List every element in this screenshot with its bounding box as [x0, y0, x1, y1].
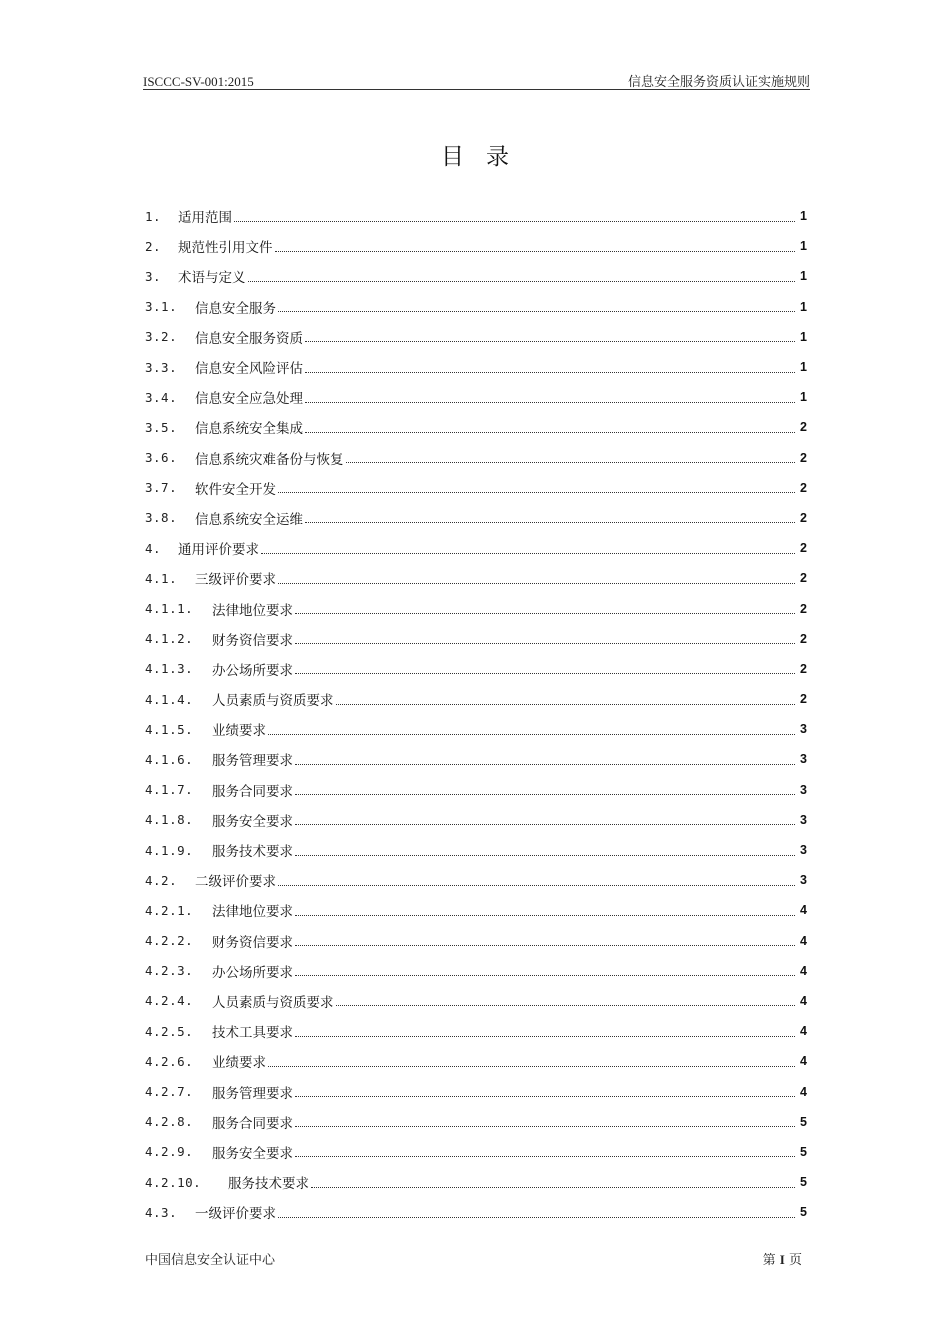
toc-entry[interactable]: [145, 624, 807, 654]
toc-entry[interactable]: [145, 231, 807, 261]
toc-entry[interactable]: [145, 775, 807, 805]
toc-entry-label: 业绩要求: [212, 723, 266, 740]
toc-entry-page: 2: [800, 631, 807, 646]
toc-entry-number: 3.3.: [145, 359, 178, 375]
toc-entry-number: 3.5.: [145, 419, 178, 435]
toc-dot-leader: [275, 251, 796, 252]
toc-entry-page: 3: [800, 843, 807, 858]
toc-entry-page: 2: [800, 571, 807, 586]
toc-entry[interactable]: [145, 1046, 807, 1076]
toc-entry-label: 信息安全应急处理: [195, 391, 303, 408]
toc-dot-leader: [295, 794, 795, 795]
header-doc-title: 信息安全服务资质认证实施规则: [627, 74, 810, 89]
toc-entry-number: 4.1.1.: [145, 601, 194, 617]
toc-entry-label: 信息安全服务: [195, 300, 276, 317]
toc-entry[interactable]: [145, 926, 807, 956]
toc-dot-leader: [295, 764, 795, 765]
table-of-contents: [145, 201, 807, 1227]
toc-dot-leader: [278, 583, 795, 584]
toc-dot-leader: [346, 462, 796, 463]
toc-entry[interactable]: [145, 805, 807, 835]
toc-entry-page: 2: [800, 661, 807, 676]
toc-entry-page: 5: [800, 1175, 807, 1190]
toc-entry-label: 信息安全风险评估: [195, 361, 303, 378]
toc-entry-label: 三级评价要求: [195, 572, 276, 589]
toc-entry-page: 5: [800, 1205, 807, 1220]
toc-entry-page: 5: [800, 1144, 807, 1159]
toc-entry[interactable]: [145, 986, 807, 1016]
toc-entry-number: 4.2.7.: [145, 1084, 194, 1100]
toc-entry-number: 3.1.: [145, 299, 178, 315]
toc-entry-number: 4.1.6.: [145, 751, 194, 767]
toc-entry-number: 4.2.1.: [145, 902, 194, 918]
toc-entry-label: 服务管理要求: [212, 1085, 293, 1102]
toc-entry-page: 2: [800, 480, 807, 495]
toc-dot-leader: [295, 824, 795, 825]
toc-entry-page: 3: [800, 873, 807, 888]
toc-entry-page: 2: [800, 541, 807, 556]
toc-entry[interactable]: [145, 654, 807, 684]
toc-dot-leader: [295, 1096, 795, 1097]
toc-entry[interactable]: [145, 292, 807, 322]
toc-entry-label: 办公场所要求: [212, 964, 293, 981]
toc-entry-label: 通用评价要求: [178, 542, 259, 559]
toc-entry-number: 4.2.9.: [145, 1144, 194, 1160]
toc-entry-number: 4.1.5.: [145, 721, 194, 737]
toc-entry[interactable]: [145, 201, 807, 231]
toc-entry-number: 3.8.: [145, 510, 178, 526]
toc-entry-page: 3: [800, 782, 807, 797]
toc-dot-leader: [295, 915, 795, 916]
page-footer: [145, 1249, 802, 1268]
toc-entry-number: 4.2.6.: [145, 1053, 194, 1069]
toc-entry[interactable]: [145, 533, 807, 563]
toc-entry[interactable]: [145, 443, 807, 473]
toc-entry-page: 1: [800, 329, 807, 344]
toc-entry[interactable]: [145, 563, 807, 593]
toc-dot-leader: [295, 1126, 795, 1127]
toc-entry-page: 2: [800, 420, 807, 435]
toc-dot-leader: [295, 613, 795, 614]
toc-entry-page: 4: [800, 903, 807, 918]
toc-entry-label: 服务管理要求: [212, 753, 293, 770]
toc-entry-label: 一级评价要求: [195, 1206, 276, 1223]
toc-entry-page: 1: [800, 360, 807, 375]
toc-entry-page: 4: [800, 963, 807, 978]
toc-entry[interactable]: [145, 352, 807, 382]
toc-dot-leader: [295, 945, 795, 946]
toc-entry-number: 4.2.5.: [145, 1023, 194, 1039]
toc-dot-leader: [305, 372, 795, 373]
toc-entry-label: 人员素质与资质要求: [212, 693, 334, 710]
toc-entry-number: 2.: [145, 238, 162, 254]
toc-entry-number: 3.2.: [145, 329, 178, 345]
toc-entry-label: 服务技术要求: [212, 844, 293, 861]
toc-entry-label: 规范性引用文件: [178, 240, 273, 257]
toc-entry-page: 5: [800, 1114, 807, 1129]
toc-entry-label: 信息系统安全集成: [195, 421, 303, 438]
toc-entry-page: 1: [800, 209, 807, 224]
header-rule: [143, 89, 810, 90]
toc-entry-number: 4.1.4.: [145, 691, 194, 707]
toc-dot-leader: [268, 1066, 795, 1067]
toc-entry[interactable]: [145, 684, 807, 714]
toc-entry-number: 4.3.: [145, 1204, 178, 1220]
toc-entry[interactable]: [145, 382, 807, 412]
toc-entry-page: 4: [800, 1054, 807, 1069]
toc-dot-leader: [295, 1156, 795, 1157]
toc-dot-leader: [278, 1217, 795, 1218]
toc-entry-page: 1: [800, 299, 807, 314]
toc-entry-number: 3.6.: [145, 450, 178, 466]
footer-organization: 中国信息安全认证中心: [145, 1253, 276, 1268]
toc-dot-leader: [234, 221, 795, 222]
toc-dot-leader: [336, 704, 796, 705]
page-header: [143, 70, 810, 90]
toc-entry[interactable]: [145, 412, 807, 442]
toc-dot-leader: [278, 885, 795, 886]
toc-entry-number: 4.2.8.: [145, 1114, 194, 1130]
toc-entry-page: 1: [800, 269, 807, 284]
toc-entry-label: 软件安全开发: [195, 481, 276, 498]
toc-entry-number: 4.1.3.: [145, 661, 194, 677]
toc-entry-label: 二级评价要求: [195, 874, 276, 891]
header-doc-code: ISCCC-SV-001:2015: [143, 74, 254, 89]
toc-dot-leader: [261, 553, 795, 554]
toc-entry-page: 3: [800, 722, 807, 737]
toc-entry-label: 财务资信要求: [212, 632, 293, 649]
toc-dot-leader: [268, 734, 795, 735]
toc-entry-label: 服务合同要求: [212, 783, 293, 800]
toc-entry-label: 技术工具要求: [212, 1025, 293, 1042]
toc-entry-page: 4: [800, 933, 807, 948]
toc-entry[interactable]: [145, 1016, 807, 1046]
toc-entry-page: 1: [800, 390, 807, 405]
toc-entry-number: 4.1.2.: [145, 631, 194, 647]
toc-entry-number: 4.2.10.: [145, 1174, 202, 1190]
toc-entry-label: 服务安全要求: [212, 1145, 293, 1162]
toc-entry[interactable]: [145, 593, 807, 623]
toc-entry-number: 3.4.: [145, 389, 178, 405]
toc-entry-label: 适用范围: [178, 210, 232, 227]
toc-entry[interactable]: [145, 1167, 807, 1197]
toc-entry[interactable]: [145, 322, 807, 352]
toc-entry[interactable]: [145, 865, 807, 895]
toc-dot-leader: [278, 311, 795, 312]
toc-dot-leader: [305, 402, 795, 403]
toc-entry-page: 2: [800, 601, 807, 616]
toc-entry-label: 办公场所要求: [212, 662, 293, 679]
toc-dot-leader: [305, 341, 795, 342]
toc-entry[interactable]: [145, 714, 807, 744]
toc-entry-page: 4: [800, 993, 807, 1008]
toc-entry-page: 2: [800, 692, 807, 707]
toc-entry-page: 4: [800, 1024, 807, 1039]
toc-entry-label: 服务合同要求: [212, 1115, 293, 1132]
toc-entry-number: 4.2.4.: [145, 993, 194, 1009]
toc-entry-label: 服务安全要求: [212, 813, 293, 830]
toc-entry-label: 服务技术要求: [228, 1176, 309, 1193]
toc-entry[interactable]: [145, 473, 807, 503]
toc-entry-number: 4.1.9.: [145, 842, 194, 858]
toc-dot-leader: [311, 1187, 795, 1188]
toc-entry-page: 4: [800, 1084, 807, 1099]
toc-entry-label: 财务资信要求: [212, 934, 293, 951]
toc-dot-leader: [295, 1036, 795, 1037]
toc-entry[interactable]: [145, 261, 807, 291]
toc-entry-label: 人员素质与资质要求: [212, 994, 334, 1011]
toc-dot-leader: [295, 673, 795, 674]
toc-entry-number: 1.: [145, 208, 162, 224]
toc-entry-number: 4.1.8.: [145, 812, 194, 828]
toc-entry-label: 法律地位要求: [212, 904, 293, 921]
toc-entry-label: 法律地位要求: [212, 602, 293, 619]
toc-entry[interactable]: [145, 895, 807, 925]
toc-entry-label: 信息系统安全运维: [195, 511, 303, 528]
toc-entry[interactable]: [145, 1076, 807, 1106]
toc-entry-number: 4.1.: [145, 570, 178, 586]
toc-entry[interactable]: [145, 1137, 807, 1167]
toc-entry-label: 术语与定义: [178, 270, 246, 287]
toc-entry[interactable]: [145, 1197, 807, 1227]
toc-entry[interactable]: [145, 503, 807, 533]
toc-entry-label: 业绩要求: [212, 1055, 266, 1072]
toc-entry-number: 4.2.: [145, 872, 178, 888]
toc-entry-number: 4.2.3.: [145, 963, 194, 979]
toc-dot-leader: [295, 855, 795, 856]
toc-entry[interactable]: [145, 956, 807, 986]
toc-entry-label: 信息安全服务资质: [195, 330, 303, 347]
footer-page-number: 第 I 页: [762, 1252, 802, 1268]
toc-dot-leader: [336, 1005, 796, 1006]
toc-entry-number: 4.1.7.: [145, 782, 194, 798]
toc-entry-page: 3: [800, 752, 807, 767]
toc-entry-page: 3: [800, 812, 807, 827]
toc-entry[interactable]: [145, 1107, 807, 1137]
toc-entry-number: 4.2.2.: [145, 933, 194, 949]
toc-entry-page: 1: [800, 239, 807, 254]
toc-entry-number: 4.: [145, 540, 162, 556]
toc-entry-number: 3.: [145, 268, 162, 284]
toc-entry[interactable]: [145, 835, 807, 865]
toc-entry-page: 2: [800, 450, 807, 465]
toc-dot-leader: [295, 975, 795, 976]
toc-dot-leader: [305, 432, 795, 433]
toc-dot-leader: [248, 281, 796, 282]
toc-dot-leader: [295, 643, 795, 644]
toc-entry-label: 信息系统灾难备份与恢复: [195, 451, 344, 468]
toc-dot-leader: [278, 492, 795, 493]
toc-entry-page: 2: [800, 510, 807, 525]
toc-dot-leader: [305, 522, 795, 523]
toc-entry[interactable]: [145, 744, 807, 774]
toc-entry-number: 3.7.: [145, 480, 178, 496]
page-title: 目录: [441, 144, 531, 170]
